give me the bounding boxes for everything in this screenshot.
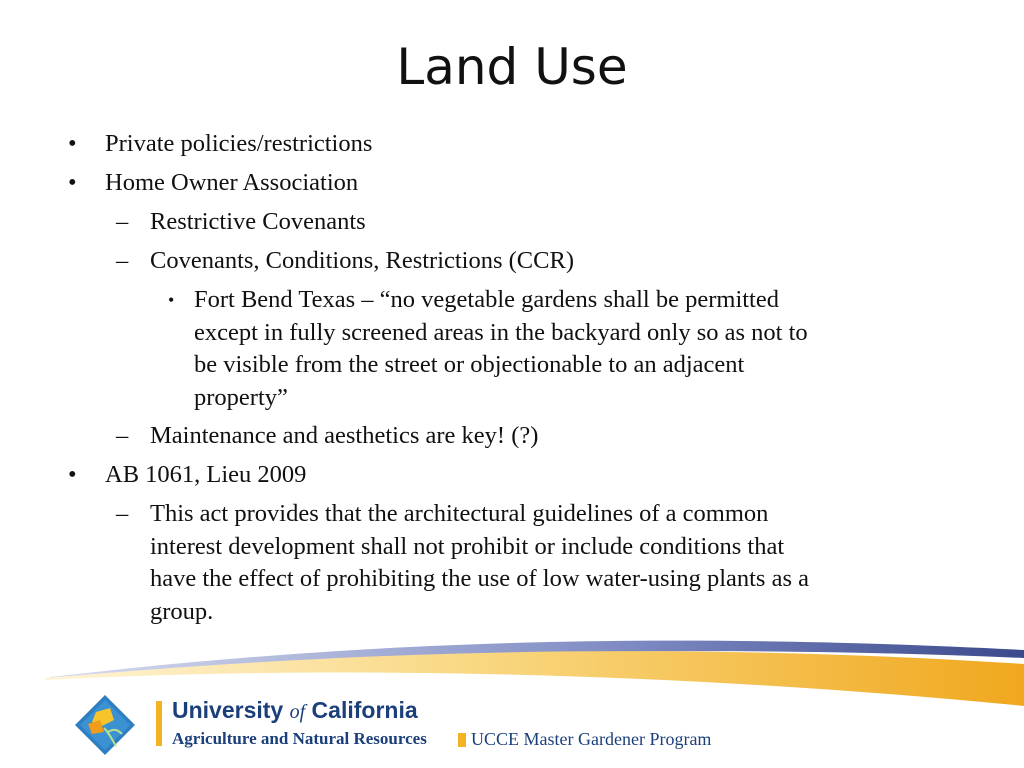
dash-marker: – [116,422,129,449]
logo-accent-bar [156,701,162,746]
bullet-text: Private policies/restrictions [105,130,373,157]
quote-line: except in fully screened areas in the backyard only so as not to [194,318,808,346]
quote-line: property” [194,383,288,411]
slide-title: Land Use [396,38,628,96]
act-line: group. [150,597,214,625]
act-line: have the effect of prohibiting the use of low water-using plants as a [150,565,809,592]
quote-line: be visible from the street or objectionable to an adjacent [194,351,745,378]
dash-marker: – [116,208,129,235]
bullet-text: Home Owner Association [105,169,359,196]
division-name: Agriculture and Natural Resources [172,729,427,748]
bullet-marker: • [68,169,77,196]
bullet-text: AB 1061, Lieu 2009 [105,461,307,488]
bullet-marker: • [68,130,77,157]
uc-anr-diamond-logo [74,694,136,756]
dash-marker: – [116,247,129,274]
program-accent-bar [458,733,466,747]
sub-bullet-text: Maintenance and aesthetics are key! (?) [150,422,539,449]
quote-line: Fort Bend Texas – “no vegetable gardens shall be permitted [194,286,779,313]
program-name: UCCE Master Gardener Program [471,729,712,749]
bullet-marker: • [68,461,77,488]
sub-bullet-text: Covenants, Conditions, Restrictions (CCR) [150,247,574,274]
act-line: interest development shall not prohibit or include conditions that [150,532,785,560]
dash-marker: – [116,500,129,527]
act-line: This act provides that the architectural guidelines of a common [150,500,769,527]
university-name: University of California [172,697,418,723]
sub-bullet-text: Restrictive Covenants [150,208,366,235]
bullet-marker: • [168,290,175,310]
